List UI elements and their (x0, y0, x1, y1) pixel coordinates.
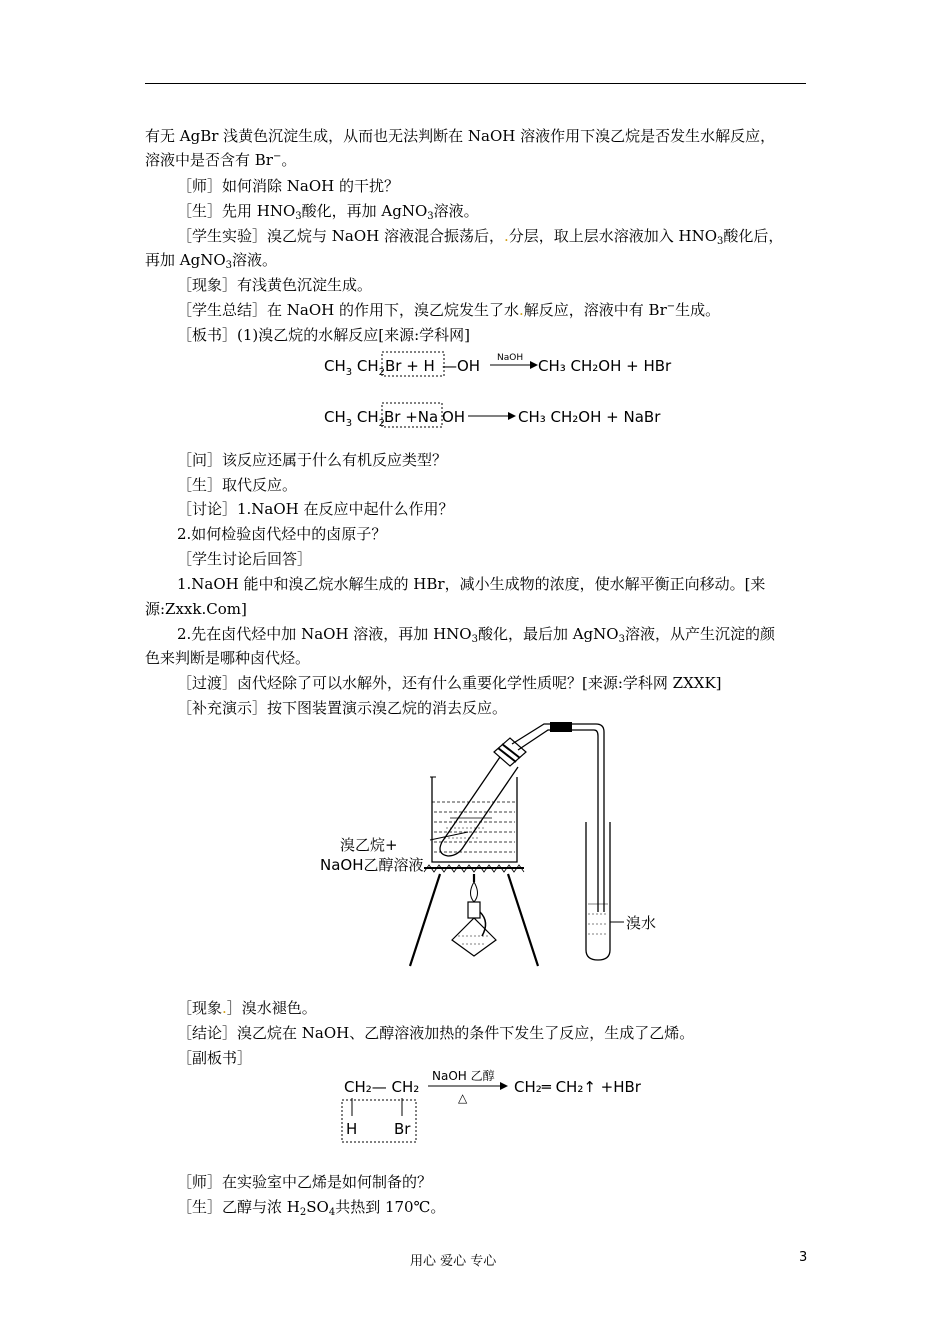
paragraph: ［过渡］卤代烃除了可以水解外，还有什么重要化学性质呢？[来源:学科网 ZXXK] (177, 674, 722, 692)
paragraph: ［学生总结］在 NaOH 的作用下，溴乙烷发生了水.解反应，溶液中有 Br−生成。 (177, 301, 721, 319)
paragraph: 溶液中是否含有 Br−。 (145, 151, 297, 169)
paragraph: ［问］该反应还属于什么有机反应类型？ (177, 451, 448, 469)
elimination-apparatus-figure (312, 722, 672, 972)
paragraph: ［师］在实验室中乙烯是如何制备的？ (177, 1173, 433, 1191)
paragraph: ［板书］(1)溴乙烷的水解反应[来源:学科网] (177, 326, 471, 344)
wire-gauze (424, 865, 524, 872)
footer-slogan: 用心 爱心 专心 (410, 1254, 497, 1269)
beaker-liquid (432, 802, 517, 852)
equation-1-svg (322, 347, 742, 383)
eq1-box-text: Br + H (385, 357, 435, 375)
equation-elimination (340, 1066, 680, 1146)
eq3-h: H (346, 1120, 358, 1138)
paragraph: 再加 AgNO$_3$溶液。 (145, 251, 278, 271)
eq3-condition-top: NaOH 乙醇 (432, 1069, 495, 1083)
eq2-reactant: $CH_3$ $CH_2$ (324, 408, 386, 429)
eq3-reactant: CH₂— CH₂ (344, 1078, 420, 1096)
paragraph: ［学生实验］溴乙烷与 NaOH 溶液混合振荡后，.分层，取上层水溶液加入 $HNO_3$酸化后， (177, 227, 784, 247)
beaker (432, 777, 517, 862)
eq3-product: CH₂═ CH₂↑ +HBr (514, 1078, 641, 1096)
eq2-product: CH₃ CH₂OH + NaBr (518, 408, 661, 426)
paragraph: 1.NaOH 能中和溴乙烷水解生成的 HBr，减小生成物的浓度，使水解平衡正向移动。[来 (177, 575, 766, 593)
eq2-oh: OH (442, 408, 466, 426)
paragraph: ［生］先用 $HNO_3$酸化，再加 AgNO$_3$溶液。 (177, 202, 479, 222)
tube-connector (550, 722, 572, 732)
paragraph: 源:Zxxk.Com] (145, 600, 247, 618)
paragraph: ［副板书］ (177, 1049, 253, 1067)
eq3-arrowhead (500, 1082, 508, 1090)
paragraph: 2.先在卤代烃中加 NaOH 溶液，再加 $HNO_3$酸化，最后加 AgNO$_3$溶液，从产生沉淀的颜 (177, 625, 775, 645)
eq1-arrowhead (530, 361, 538, 369)
paragraph: ［师］如何消除 NaOH 的干扰？ (177, 177, 399, 195)
paragraph: ［讨论］1.NaOH 在反应中起什么作用？ (177, 500, 454, 518)
eq1-product: CH₃ CH₂OH + HBr (538, 357, 672, 375)
paragraph: 有无 AgBr 浅黄色沉淀生成，从而也无法判断在 NaOH 溶液作用下溴乙烷是否发生水解反应， (145, 127, 776, 145)
eq1-oh: —OH (442, 357, 481, 375)
page-number: 3 (799, 1250, 808, 1265)
paragraph: 色来判断是哪种卤代烃。 (145, 649, 311, 667)
eq3-condition-bottom: △ (458, 1091, 468, 1105)
paragraph: ［学生讨论后回答］ (177, 550, 313, 568)
eq2-arrowhead (508, 412, 516, 420)
label-reagent-line1: 溴乙烷+ (340, 836, 398, 854)
eq1-reactant: $CH_3$ $CH_2$ (324, 357, 386, 378)
paragraph: ［现象］有浅黄色沉淀生成。 (177, 276, 373, 294)
paragraph: 2.如何检验卤代烃中的卤原子？ (177, 525, 387, 543)
test-tube (440, 757, 518, 856)
label-reagent-line2: NaOH乙醇溶液 (320, 856, 424, 874)
eq3-br: Br (394, 1120, 411, 1138)
header-rule (145, 83, 806, 84)
stopper (494, 738, 526, 766)
paragraph: ［结论］溴乙烷在 NaOH、乙醇溶液加热的条件下发生了反应，生成了乙烯。 (177, 1024, 695, 1042)
eq1-condition: NaOH (497, 353, 524, 363)
reagent-pointer (430, 832, 468, 840)
eq2-box-text: Br +Na (384, 408, 439, 426)
paragraph: ［补充演示］按下图装置演示溴乙烷的消去反应。 (177, 699, 508, 717)
paragraph: ［现象.］溴水褪色。 (177, 999, 317, 1017)
paragraph: ［生］取代反应。 (177, 476, 298, 494)
paragraph: ［生］乙醇与浓 $H_2SO_4$共热到 170℃。 (177, 1198, 446, 1218)
label-bromine-water: 溴水 (626, 914, 657, 932)
equation-2-svg (322, 398, 742, 434)
alcohol-lamp (452, 882, 496, 956)
